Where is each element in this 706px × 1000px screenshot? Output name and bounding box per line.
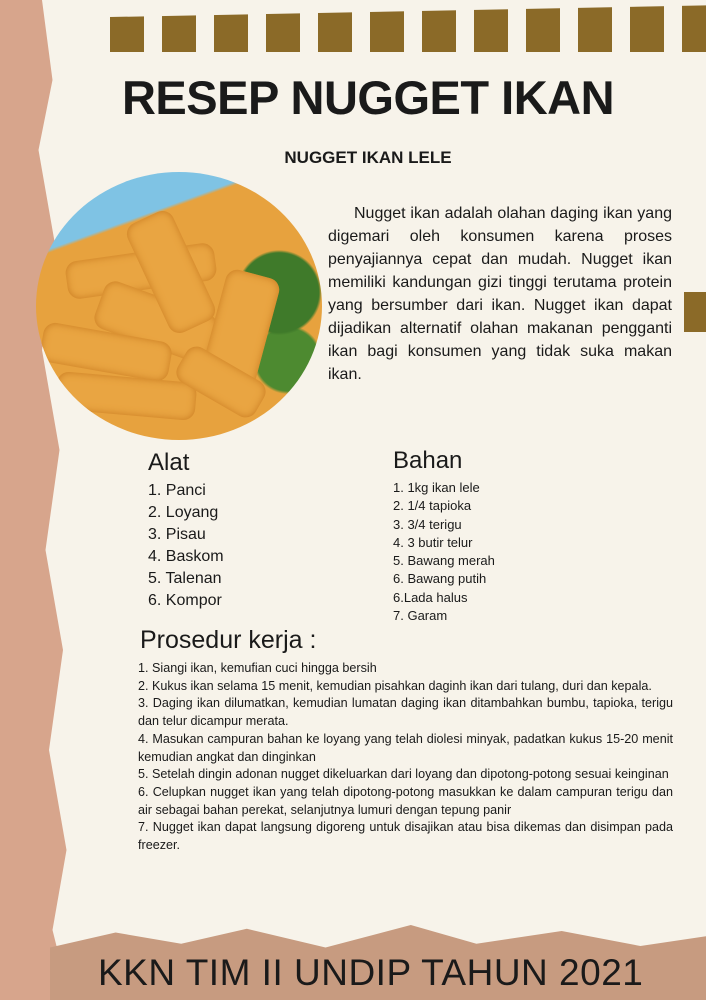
intro-paragraph: Nugget ikan adalah olahan daging ikan yang digemari oleh konsumen karena proses penyajiannya cepat dan mudah. Nugget ikan memiliki kandungan gizi tinggi terutama protein yang bersumber dari ikan. Nugget ikan dapat dijadikan alternatif olahan makanan pengganti ikan bagi konsumen yang tidak suka makan ikan. [328,205,672,383]
list-item: 1. 1kg ikan lele [393,480,480,495]
list-item: 2. 1/4 tapioka [393,498,472,514]
list-item: 7. Garam [393,608,448,624]
bahan-heading: Bahan [393,447,463,474]
page-title: RESEP NUGGET IKAN [121,71,615,124]
list-item: 6.Lada halus [393,589,468,605]
prosedur-list [138,660,673,855]
nugget-photo [36,172,322,440]
step-item: 1. Siangi ikan, kemufian cuci hingga bersih [138,661,377,675]
list-item: 3. 3/4 terigu [393,516,462,532]
step-item: 7. Nugget ikan dapat langsung digoreng untuk disajikan atau bisa dikemas dan disimpan pada freezer. [138,820,673,853]
step-item: 4. Masukan campuran bahan ke loyang yang telah diolesi minyak, padatkan kukus 15-20 menit kemudian angkat dan dinginkan [138,731,673,764]
list-item: 2. Loyang [148,504,219,521]
step-item: 6. Celupkan nugget ikan yang telah dipotong-potong masukkan ke dalam campuran terigu dan air sebagai bahan perekat, selanjutnya lumuri dengan tepung panir [138,784,673,817]
footer-credit: KKN TIM II UNDIP TAHUN 2021 [98,952,644,993]
alat-list [148,480,224,612]
prosedur-heading: Prosedur kerja : [140,626,317,654]
list-item: 3. Pisau [148,526,206,543]
list-item: 6. Bawang putih [393,571,487,587]
list-item: 5. Bawang merah [393,553,495,569]
step-item: 2. Kukus ikan selama 15 menit, kemudian pisahkan daginh ikan dari tulang, duri dan kepala. [138,678,652,693]
decorative-tab [684,292,706,332]
list-item: 4. 3 butir telur [393,534,473,550]
alat-heading: Alat [148,449,190,476]
list-item: 5. Talenan [148,570,222,587]
list-item: 4. Baskom [148,548,224,565]
bahan-list [393,479,495,625]
step-item: 3. Daging ikan dilumatkan, kemudian lumatan daging ikan ditambahkan bumbu, tapioka, terigu dan telur dicampur merata. [138,696,673,729]
list-item: 6. Kompor [148,592,222,609]
subtitle: NUGGET IKAN LELE [284,148,452,167]
list-item: 1. Panci [148,482,206,499]
step-item: 5. Setelah dingin adonan nugget dikeluarkan dari loyang dan dipotong-potong sesuai keinginan [138,767,669,782]
